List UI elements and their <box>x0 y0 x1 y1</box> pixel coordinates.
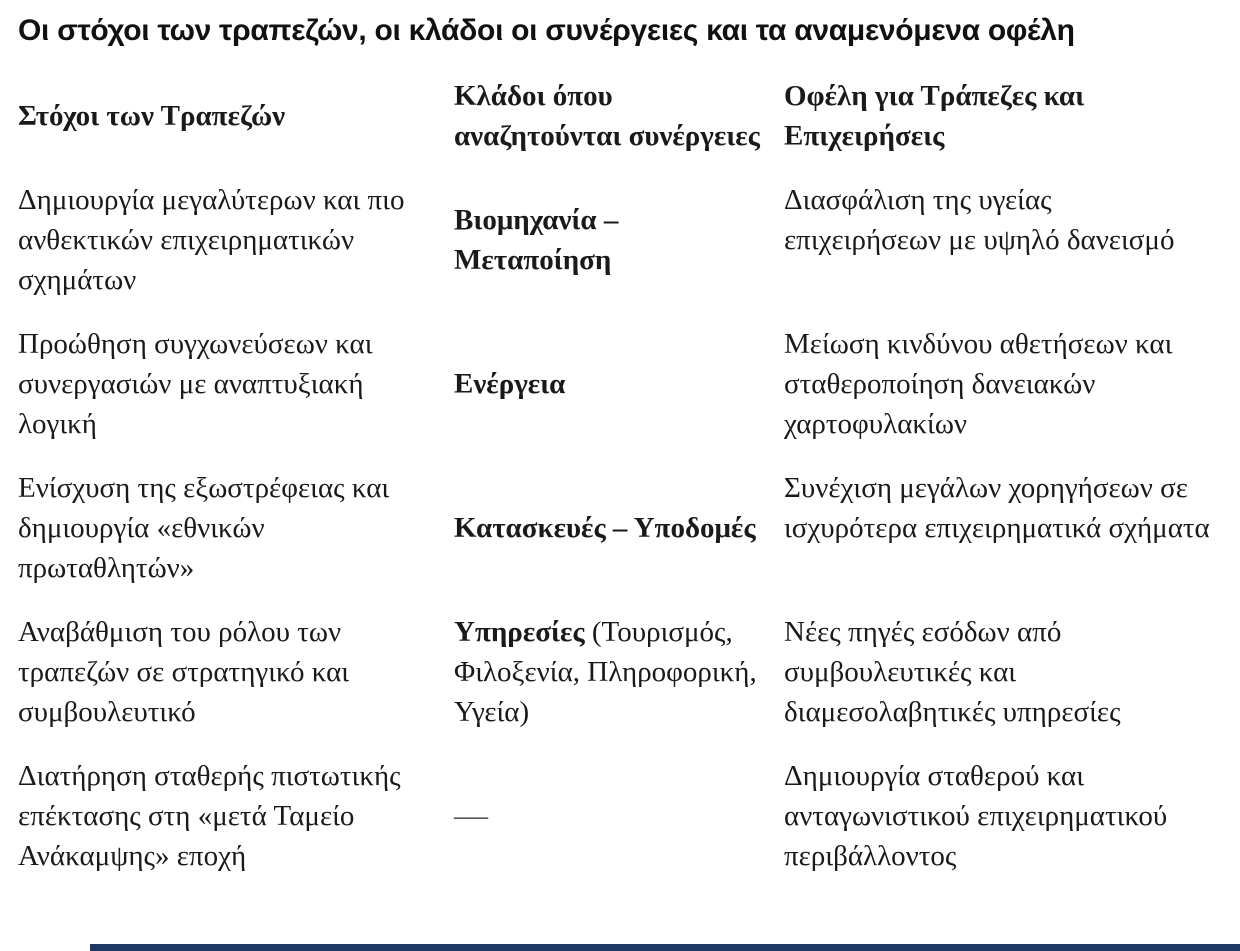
sector-cell <box>454 324 784 468</box>
sector-note: (Τουρισμός, Φιλοξενία, Πληροφορική, Υγεία) <box>454 616 757 728</box>
goal-cell: Διατήρηση σταθερής πιστωτικής επέκτασης στη «μετά Ταμείο Ανάκαμψης» εποχή <box>18 760 401 872</box>
sector-name: Ενέργεια <box>454 368 566 400</box>
sector-name: Βιομηχανία – Μεταποίηση <box>454 204 619 276</box>
benefit-cell: Διασφάλιση της υγείας επιχειρήσεων με υψηλό δανεισμό <box>784 184 1175 256</box>
benefit-cell: Νέες πηγές εσόδων από συμβουλευτικές και διαμεσολαβητικές υπηρεσίες <box>784 616 1121 728</box>
table-row <box>18 180 1212 324</box>
table-header-row <box>18 76 1212 180</box>
benefit-cell: Δημιουργία σταθερού και ανταγωνιστικού επιχειρηματικού περιβάλλοντος <box>784 760 1168 872</box>
goal-cell: Δημιουργία μεγαλύτερων και πιο ανθεκτικών επιχειρηματικών σχημάτων <box>18 184 405 296</box>
table-row <box>18 324 1212 468</box>
footer-bar <box>90 944 1240 951</box>
page-title: Οι στόχοι των τραπεζών, οι κλάδοι οι συνέργειες και τα αναμενόμενα οφέλη <box>18 14 1075 47</box>
goal-cell: Αναβάθμιση του ρόλου των τραπεζών σε στρατηγικό και συμβουλευτικό <box>18 616 350 728</box>
sector-cell <box>454 468 784 612</box>
header-benefits: Οφέλη για Τράπεζες και Επιχειρήσεις <box>784 80 1085 152</box>
table-row <box>18 756 1212 900</box>
sector-cell <box>454 612 784 756</box>
table-row <box>18 612 1212 756</box>
banks-goals-table <box>18 76 1212 900</box>
sector-name: Κατασκευές – Υποδομές <box>454 512 756 544</box>
sector-name: — <box>454 796 490 834</box>
header-goals: Στόχοι των Τραπεζών <box>18 100 286 132</box>
goal-cell: Προώθηση συγχωνεύσεων και συνεργασιών με αναπτυξιακή λογική <box>18 328 373 440</box>
benefit-cell: Μείωση κινδύνου αθετήσεων και σταθεροποίηση δανειακών χαρτοφυλακίων <box>784 328 1173 440</box>
table-row <box>18 468 1212 612</box>
benefit-cell: Συνέχιση μεγάλων χορηγήσεων σε ισχυρότερα επιχειρηματικά σχήματα <box>784 472 1210 544</box>
sector-cell <box>454 180 784 324</box>
sector-name: Υπηρεσίες <box>454 616 585 648</box>
header-sectors: Κλάδοι όπου αναζητούνται συνέργειες <box>454 80 760 152</box>
goal-cell: Ενίσχυση της εξωστρέφειας και δημιουργία «εθνικών πρωταθλητών» <box>18 472 390 584</box>
sector-cell <box>454 756 784 900</box>
